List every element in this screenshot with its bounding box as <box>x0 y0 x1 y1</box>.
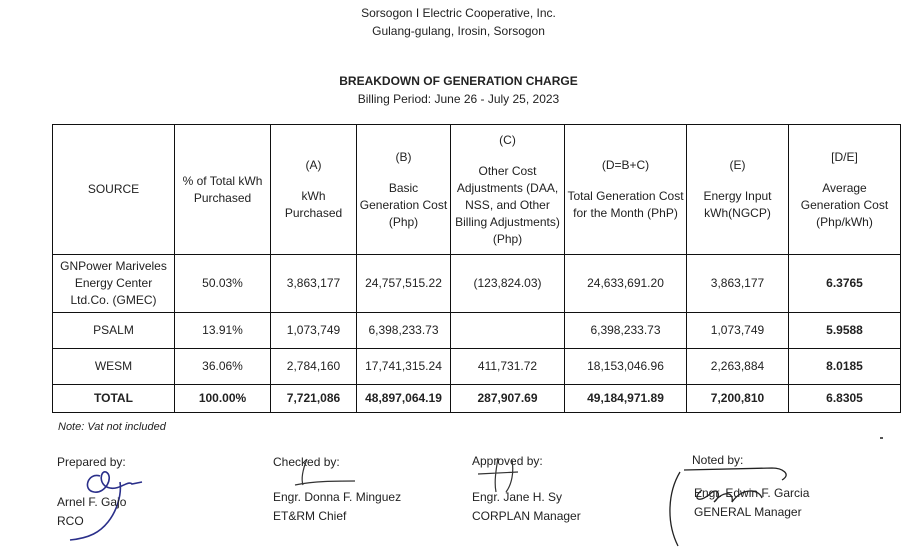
basic-cost-cell: 6,398,233.73 <box>357 313 451 349</box>
total-cost-cell: 49,184,971.89 <box>565 385 687 413</box>
other-cost-cell: (123,824.03) <box>451 255 565 313</box>
total-label-cell: TOTAL <box>53 385 175 413</box>
checked-name: Engr. Donna F. Minguez <box>273 490 402 504</box>
prepared-name-block <box>57 493 126 531</box>
approved-title: CORPLAN Manager <box>472 509 581 523</box>
noted-caption: Noted by: <box>692 453 744 467</box>
other-cost-cell: 411,731.72 <box>451 349 565 385</box>
basic-cost-cell: 17,741,315.24 <box>357 349 451 385</box>
prepared-title: RCO <box>57 514 84 528</box>
header-cell <box>451 125 565 255</box>
approved-name: Engr. Jane H. Sy <box>472 490 563 504</box>
header-cell <box>789 125 901 255</box>
header-code: (A) <box>305 158 322 172</box>
source-cell: PSALM <box>53 313 175 349</box>
signature-stroke <box>478 458 518 492</box>
header-cell <box>565 125 687 255</box>
signature-stroke <box>295 459 355 485</box>
source-cell: GNPower Mariveles Energy Center Ltd.Co. (GMEC) <box>53 255 175 313</box>
noted-title: GENERAL Manager <box>694 505 802 519</box>
header-code: (D=B+C) <box>601 158 650 172</box>
energy-input-cell: 7,200,810 <box>687 385 789 413</box>
table-row <box>53 349 901 385</box>
other-cost-cell: 287,907.69 <box>451 385 565 413</box>
checked-caption: Checked by: <box>273 455 340 469</box>
billing-period: Billing Period: June 26 - July 25, 2023 <box>357 92 560 106</box>
header-label: Average Generation Cost (Php/kWh) <box>800 180 889 229</box>
avg-cost-cell: 6.8305 <box>789 385 901 413</box>
document-title: BREAKDOWN OF GENERATION CHARGE <box>339 74 578 88</box>
prepared-caption: Prepared by: <box>57 455 126 469</box>
avg-cost-cell: 5.9588 <box>789 313 901 349</box>
table-row <box>53 255 901 313</box>
table-row <box>53 313 901 349</box>
kwh-cell: 7,721,086 <box>271 385 357 413</box>
header-label: % of Total kWh Purchased <box>182 173 263 205</box>
header-label: Basic Generation Cost (Php) <box>359 180 448 229</box>
header-cell <box>175 125 271 255</box>
header-cell <box>53 125 175 255</box>
avg-cost-cell: 6.3765 <box>789 255 901 313</box>
total-cost-cell: 24,633,691.20 <box>565 255 687 313</box>
pct-cell: 50.03% <box>175 255 271 313</box>
avg-cost-cell: 8.0185 <box>789 349 901 385</box>
header-code: (B) <box>395 149 412 164</box>
kwh-cell: 1,073,749 <box>271 313 357 349</box>
company-name: Sorsogon I Electric Cooperative, Inc. <box>361 6 556 20</box>
other-cost-cell <box>451 313 565 349</box>
header-code: [D/E] <box>831 149 858 164</box>
energy-input-cell: 2,263,884 <box>687 349 789 385</box>
vat-note: Note: Vat not included <box>58 421 166 433</box>
company-address: Gulang-gulang, Irosin, Sorsogon <box>372 24 545 38</box>
header-cell <box>271 125 357 255</box>
approved-name-block <box>472 488 581 526</box>
approved-caption: Approved by: <box>472 454 543 468</box>
header-code: (E) <box>729 158 746 172</box>
header-cell <box>687 125 789 255</box>
pct-cell: 36.06% <box>175 349 271 385</box>
header-cell <box>357 125 451 255</box>
basic-cost-cell: 24,757,515.22 <box>357 255 451 313</box>
total-cost-cell: 18,153,046.96 <box>565 349 687 385</box>
basic-cost-cell: 48,897,064.19 <box>357 385 451 413</box>
header-label: kWh Purchased <box>284 189 343 220</box>
energy-input-cell: 1,073,749 <box>687 313 789 349</box>
noted-name-block <box>694 484 809 522</box>
header-label: SOURCE <box>87 182 140 196</box>
kwh-cell: 2,784,160 <box>271 349 357 385</box>
source-cell: WESM <box>53 349 175 385</box>
header-label: Other Cost Adjustments (DAA, NSS, and Other Billing Adjustments) (Php) <box>455 163 560 246</box>
noted-name: Engr. Edwin F. Garcia <box>694 486 810 500</box>
kwh-cell: 3,863,177 <box>271 255 357 313</box>
energy-input-cell: 3,863,177 <box>687 255 789 313</box>
pct-cell: 13.91% <box>175 313 271 349</box>
header-code: (C) <box>499 132 516 147</box>
checked-title: ET&RM Chief <box>273 509 347 523</box>
checked-name-block <box>273 488 401 526</box>
table-header-row <box>53 125 901 255</box>
total-row <box>53 385 901 413</box>
total-cost-cell: 6,398,233.73 <box>565 313 687 349</box>
prepared-name: Arnel F. Gajo <box>57 495 127 509</box>
header-label: Energy Input kWh(NGCP) <box>703 189 772 220</box>
generation-charge-table <box>52 124 901 413</box>
pct-cell: 100.00% <box>175 385 271 413</box>
header-label: Total Generation Cost for the Month (PhP) <box>567 189 684 220</box>
scan-mark <box>880 437 883 439</box>
